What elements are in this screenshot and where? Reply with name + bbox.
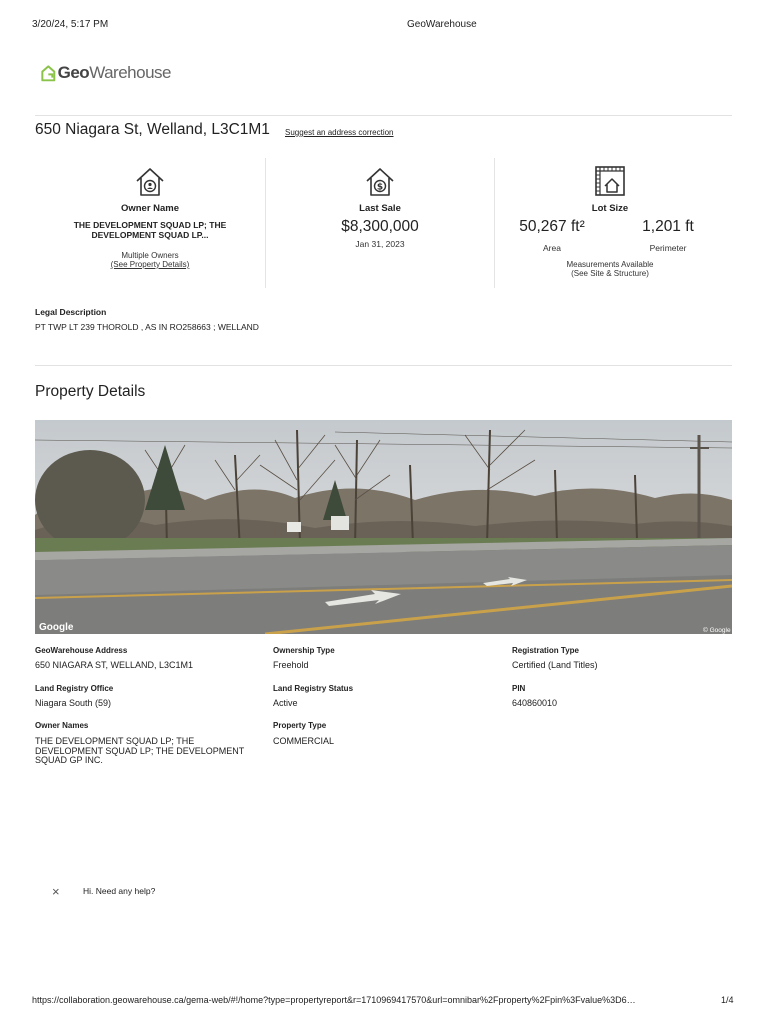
lot-perimeter-value: 1,201 ft bbox=[642, 218, 694, 235]
google-copyright: © Google bbox=[703, 627, 731, 634]
geowarehouse-address-label: GeoWarehouse Address bbox=[35, 646, 128, 655]
divider bbox=[35, 115, 732, 116]
owner-summary bbox=[35, 160, 265, 288]
lot-measure-icon bbox=[593, 164, 627, 198]
print-datetime: 3/20/24, 5:17 PM bbox=[32, 19, 109, 30]
land-registry-office-label: Land Registry Office bbox=[35, 684, 114, 693]
land-registry-status-label: Land Registry Status bbox=[273, 684, 354, 693]
ownership-type-value: Freehold bbox=[273, 660, 309, 670]
google-watermark: Google bbox=[39, 622, 74, 633]
legal-description-value: PT TWP LT 239 THOROLD , AS IN RO258663 ; WELLAND bbox=[35, 322, 259, 332]
lot-area-value: 50,267 ft² bbox=[519, 218, 585, 235]
land-registry-status-value: Active bbox=[273, 698, 298, 708]
last-sale-title: Last Sale bbox=[359, 203, 401, 214]
lot-perimeter-label: Perimeter bbox=[649, 243, 687, 253]
registration-type-label: Registration Type bbox=[512, 646, 579, 655]
last-sale-date: Jan 31, 2023 bbox=[355, 239, 405, 249]
geowarehouse-logo[interactable] bbox=[41, 58, 171, 88]
street-view-photo bbox=[35, 420, 732, 634]
property-type-value: COMMERCIAL bbox=[273, 736, 335, 746]
see-property-details-link[interactable]: (See Property Details) bbox=[110, 260, 190, 269]
lot-size-title: Lot Size bbox=[591, 203, 629, 214]
geowarehouse-address-value: 650 NIAGARA ST, WELLAND, L3C1M1 bbox=[35, 660, 194, 670]
logo-house-icon bbox=[41, 60, 56, 86]
see-site-structure-link[interactable]: (See Site & Structure) bbox=[571, 269, 649, 278]
house-person-icon bbox=[134, 166, 166, 198]
help-chat-prompt[interactable]: Hi. Need any help? bbox=[83, 886, 156, 896]
last-sale-summary bbox=[265, 160, 495, 288]
print-url: https://collaboration.geowarehouse.ca/gema-web/#!/home?type=propertyreport&r=1710969417570&url=omnibar%2Fproperty%2Fpin%3Fvalue%3D6… bbox=[32, 995, 636, 1005]
owner-names-value: THE DEVELOPMENT SQUAD LP; THE DEVELOPMENT SQUAD LP; THE DEVELOPMENT SQUAD GP INC. bbox=[35, 736, 245, 765]
close-help-chat-button[interactable]: × bbox=[52, 884, 60, 899]
logo-text-warehouse: Warehouse bbox=[89, 63, 171, 82]
svg-text:$: $ bbox=[376, 182, 384, 193]
pin-value: 640860010 bbox=[512, 698, 558, 708]
multiple-owners-label: Multiple Owners bbox=[121, 251, 179, 260]
logo-text-geo: Geo bbox=[57, 63, 90, 82]
owner-names-label: Owner Names bbox=[35, 721, 89, 730]
owner-name-value: THE DEVELOPMENT SQUAD LP; THE DEVELOPMENT SQUAD LP... bbox=[73, 220, 227, 240]
legal-description-label: Legal Description bbox=[35, 307, 107, 317]
property-details-title: Property Details bbox=[35, 383, 146, 400]
property-address: 650 Niagara St, Welland, L3C1M1 bbox=[35, 121, 270, 138]
print-title: GeoWarehouse bbox=[407, 19, 477, 30]
last-sale-price: $8,300,000 bbox=[341, 218, 419, 235]
print-page-number: 1/4 bbox=[721, 995, 734, 1005]
suggest-address-correction-link[interactable]: Suggest an address correction bbox=[285, 128, 394, 137]
lot-area-label: Area bbox=[543, 243, 561, 253]
land-registry-office-value: Niagara South (59) bbox=[35, 698, 112, 708]
ownership-type-label: Ownership Type bbox=[273, 646, 335, 655]
divider bbox=[35, 365, 732, 366]
street-view-illustration bbox=[35, 420, 732, 634]
property-type-label: Property Type bbox=[273, 721, 327, 730]
measurements-available-label: Measurements Available bbox=[566, 260, 654, 269]
owner-name-title: Owner Name bbox=[120, 203, 180, 214]
lot-size-summary bbox=[494, 160, 726, 288]
house-dollar-icon bbox=[364, 166, 396, 198]
registration-type-value: Certified (Land Titles) bbox=[512, 660, 598, 670]
pin-label: PIN bbox=[512, 684, 526, 693]
